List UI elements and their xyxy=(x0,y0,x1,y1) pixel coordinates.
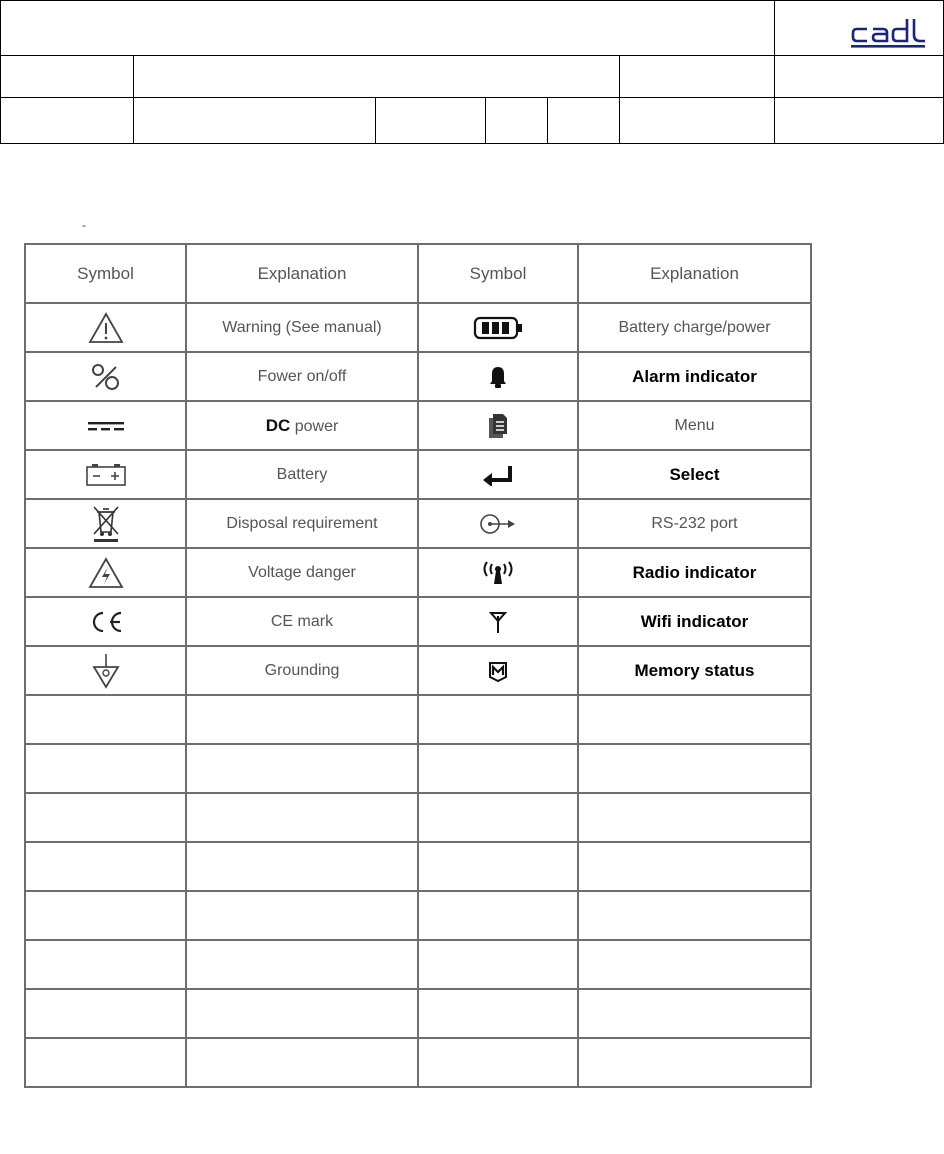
table-row xyxy=(25,450,811,499)
table-row xyxy=(25,597,811,646)
explanation-text: CE mark xyxy=(186,597,418,646)
table-row xyxy=(25,499,811,548)
header-divider xyxy=(547,97,548,143)
symbol-table xyxy=(24,243,812,1088)
menu-document-icon xyxy=(487,412,509,440)
antenna-icon xyxy=(488,610,508,634)
explanation-text: Grounding xyxy=(186,646,418,695)
header-symbol: Symbol xyxy=(25,244,186,303)
empty-row xyxy=(25,940,811,989)
dc-power-icon xyxy=(86,418,126,434)
header-explanation: Explanation xyxy=(186,244,418,303)
explanation-text: Alarm indicator xyxy=(578,352,811,401)
stray-dash: - xyxy=(82,218,86,232)
explanation-text: Warning (See manual) xyxy=(186,303,418,352)
dc-text: power xyxy=(290,417,339,435)
dc-bold-text: DC xyxy=(265,415,291,435)
crossed-bin-icon xyxy=(90,504,122,544)
explanation-text: RS-232 port xyxy=(578,499,811,548)
power-on-off-icon xyxy=(90,363,122,391)
empty-row xyxy=(25,842,811,891)
radio-signal-icon xyxy=(481,561,515,585)
explanation-text: Wifi indicator xyxy=(578,597,811,646)
explanation-text: Battery charge/power xyxy=(578,303,811,352)
header-symbol: Symbol xyxy=(418,244,578,303)
explanation-text: Select xyxy=(578,450,811,499)
table-row xyxy=(25,646,811,695)
explanation-text: Battery xyxy=(186,450,418,499)
battery-icon xyxy=(84,463,128,487)
empty-row xyxy=(25,989,811,1038)
rs232-port-icon xyxy=(478,512,518,536)
empty-row xyxy=(25,793,811,842)
empty-row xyxy=(25,1038,811,1087)
table-row xyxy=(25,401,811,450)
explanation-text: Fower on/off xyxy=(186,352,418,401)
empty-row xyxy=(25,891,811,940)
header-divider xyxy=(1,55,943,56)
table-header-row xyxy=(25,244,811,303)
explanation-text xyxy=(186,401,418,450)
header-divider xyxy=(1,97,943,98)
ce-mark-icon xyxy=(86,610,126,634)
header-divider xyxy=(133,55,134,143)
warning-triangle-icon xyxy=(88,312,124,344)
table-row xyxy=(25,548,811,597)
bell-icon xyxy=(488,365,508,389)
enter-arrow-icon xyxy=(480,464,516,486)
empty-row xyxy=(25,695,811,744)
table-row xyxy=(25,352,811,401)
empty-row xyxy=(25,744,811,793)
cadl-logo xyxy=(849,15,927,49)
explanation-text: Memory status xyxy=(578,646,811,695)
explanation-text: Radio indicator xyxy=(578,548,811,597)
explanation-text: Menu xyxy=(578,401,811,450)
header-divider xyxy=(485,97,486,143)
header-explanation: Explanation xyxy=(578,244,811,303)
document-header-form xyxy=(0,0,944,144)
header-divider xyxy=(619,55,620,143)
explanation-text: Disposal requirement xyxy=(186,499,418,548)
explanation-text: Voltage danger xyxy=(186,548,418,597)
memory-m-icon xyxy=(488,660,508,682)
voltage-danger-icon xyxy=(88,557,124,589)
grounding-icon xyxy=(91,653,121,689)
header-divider xyxy=(774,1,775,143)
table-row xyxy=(25,303,811,352)
header-divider xyxy=(375,97,376,143)
battery-full-icon xyxy=(473,316,523,340)
